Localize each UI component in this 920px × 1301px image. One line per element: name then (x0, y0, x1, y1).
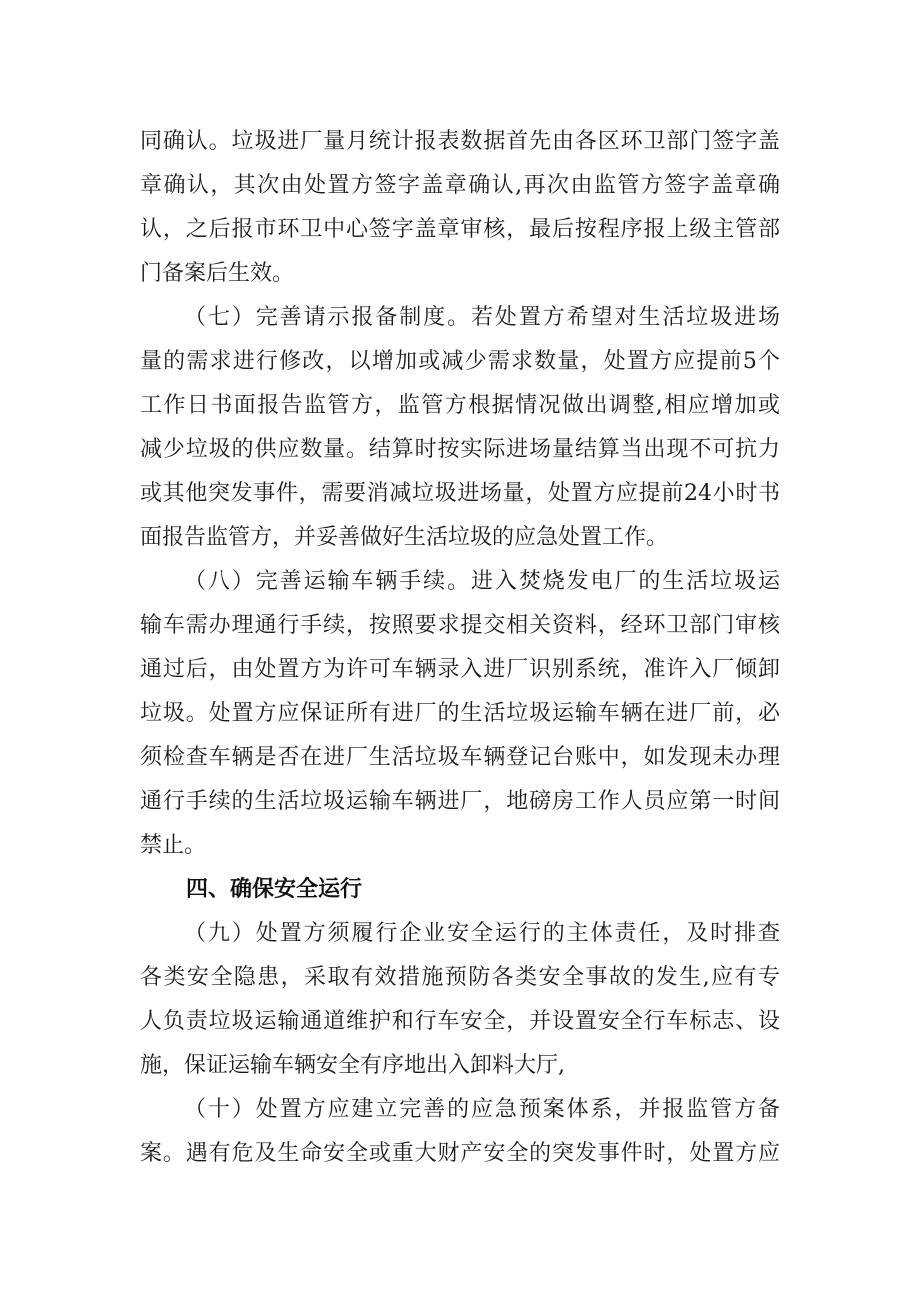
paragraph-first-line: （十）处置方应建立完善的应急预案体系，并报监管方备 (184, 1097, 780, 1122)
paragraph-first-line: （八）完善运输车辆手续。进入焚烧发电厂的生活垃圾运 (184, 569, 780, 594)
paragraph-first-line: （九）处置方须履行企业安全运行的主体责任，及时排查 (184, 921, 780, 946)
body-line: 各类安全隐患，采取有效措施预防各类安全事故的发生,应有专 (140, 965, 780, 990)
body-line: 减少垃圾的供应数量。结算时按实际进场量结算当出现不可抗力 (140, 437, 780, 462)
body-line: 案。遇有危及生命安全或重大财产安全的突发事件时，处置方应 (140, 1141, 780, 1166)
section-heading: 四、确保安全运行 (186, 877, 363, 902)
body-line: 量的需求进行修改，以增加或减少需求数量，处置方应提前5个 (140, 349, 780, 374)
body-line: 须检查车辆是否在进厂生活垃圾车辆登记台账中，如发现未办理 (140, 745, 780, 770)
body-line: 通过后，由处置方为许可车辆录入进厂识别系统，准许入厂倾卸 (140, 657, 780, 682)
body-line: 垃圾。处置方应保证所有进厂的生活垃圾运输车辆在进厂前，必 (140, 701, 780, 726)
body-line: 同确认。垃圾进厂量月统计报表数据首先由各区环卫部门签字盖 (140, 129, 780, 154)
body-line: 面报告监管方，并妥善做好生活垃圾的应急处置工作。 (140, 525, 669, 550)
body-line: 或其他突发事件，需要消减垃圾进场量，处置方应提前24小时书 (140, 481, 780, 506)
body-line: 通行手续的生活垃圾运输车辆进厂，地磅房工作人员应第一时间 (140, 789, 780, 814)
body-line: 认，之后报市环卫中心签字盖章审核，最后按程序报上级主管部 (140, 217, 780, 242)
body-line: 工作日书面报告监管方，监管方根据情况做出调整,相应增加或 (140, 393, 780, 418)
body-line: 门备案后生效。 (140, 261, 295, 286)
body-line: 输车需办理通行手续，按照要求提交相关资料，经环卫部门审核 (140, 613, 780, 638)
paragraph-first-line: （七）完善请示报备制度。若处置方希望对生活垃圾进场 (184, 305, 780, 330)
body-line: 禁止。 (140, 833, 207, 858)
body-line: 人负责垃圾运输通道维护和行车安全，并设置安全行车标志、设 (140, 1009, 780, 1034)
body-line: 章确认，其次由处置方签字盖章确认,再次由监管方签字盖章确 (140, 173, 780, 198)
document-body-continued (140, 0, 780, 1301)
body-line: 施，保证运输车辆安全有序地出入卸料大厅, (140, 1053, 565, 1078)
